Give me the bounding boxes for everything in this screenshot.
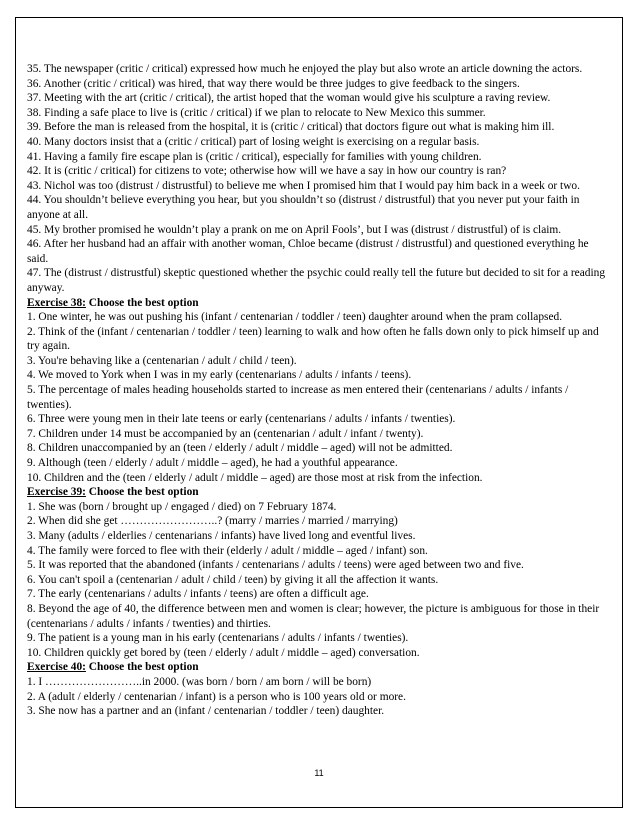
exercise-item: 7. The early (centenarians / adults / infants / teens) are often a difficult age. — [27, 588, 369, 601]
exercise-40-heading — [27, 660, 612, 675]
exercise-item: 8. Children unaccompanied by an (teen / elderly / adult / middle – aged) will not be admitted. — [27, 442, 453, 455]
exercise-item: 3. She now has a partner and an (infant / centenarian / toddler / teen) daughter. — [27, 705, 385, 718]
exercise-39-label: Exercise 39: — [27, 486, 86, 499]
exercise-item: 42. It is (critic / critical) for citizens to vote; otherwise how will we have a say in how our country is ran? — [27, 165, 507, 178]
exercise-item: 37. Meeting with the art (critic / critical), the artist hoped that the woman would give his sculpture a raving review. — [27, 92, 551, 105]
exercise-item: 6. You can't spoil a (centenarian / adult / child / teen) by giving it all the affection it wants. — [27, 573, 439, 586]
exercise-item: 10. Children quickly get bored by (teen / elderly / adult / middle – aged) conversation. — [27, 646, 420, 659]
page-number: 11 — [314, 768, 324, 778]
exercise-item: 46. After her husband had an affair with another woman, Chloe became (distrust / distrustful) and questioned everything he said. — [27, 238, 589, 265]
exercise-item: 8. Beyond the age of 40, the difference between men and women is clear; however, the picture is ambiguous for those in their (centenarians / adults / infants / twenties) and thirties. — [27, 602, 600, 630]
exercise-item: 35. The newspaper (critic / critical) expressed how much he enjoyed the play but also wrote an article downing the actors. — [27, 63, 583, 75]
exercise-item: 7. Children under 14 must be accompanied by an (centenarian / adult / infant / twenty). — [27, 427, 424, 440]
exercise-item: 1. She was (born / brought up / engaged / died) on 7 February 1874. — [27, 500, 337, 513]
exercise-39-title: Choose the best option — [85, 486, 199, 499]
exercise-item: 5. The percentage of males heading households started to increase as men entered their (centenarians / adults / infants / twenties). — [27, 384, 569, 411]
exercise-item: 2. A (adult / elderly / centenarian / infant) is a person who is 100 years old or more. — [27, 690, 406, 703]
exercise-item: 45. My brother promised he wouldn’t play a prank on me on April Fools’, but I was (distrust / distrustful) of is claim. — [27, 223, 562, 236]
exercise-item: 9. Although (teen / elderly / adult / middle – aged), he had a youthful appearance. — [27, 457, 398, 470]
exercise-item: 47. The (distrust / distrustful) skeptic questioned whether the psychic could really tell the future but decided to sit for a reading anyway. — [27, 267, 606, 294]
exercise-item: 39. Before the man is released from the hospital, it is (critic / critical) that doctors figure out what is making him ill. — [27, 121, 555, 134]
exercise-item: 2. When did she get ……………………..? (marry / marries / married / marrying) — [27, 515, 398, 528]
exercise-item: 1. One winter, he was out pushing his (infant / centenarian / toddler / teen) daughter around when the pram collapsed. — [27, 311, 563, 324]
exercise-38-heading — [27, 296, 612, 311]
exercise-38-label: Exercise 38: — [27, 296, 86, 309]
exercise-item: 44. You shouldn’t believe everything you hear, but you shouldn’t so (distrust / distrustful) that you never put your faith in anyone at all. — [27, 194, 580, 221]
exercise-item: 6. Three were young men in their late teens or early (centenarians / adults / infants / twenties). — [27, 413, 456, 426]
exercise-item: 2. Think of the (infant / centenarian / toddler / teen) learning to walk and how often he falls down only to pick himself up and try again. — [27, 325, 599, 353]
document-body — [27, 62, 612, 719]
exercise-39-heading — [27, 485, 612, 500]
exercise-item: 3. Many (adults / elderlies / centenarians / infants) have lived long and eventful lives. — [27, 530, 416, 542]
exercise-item: 10. Children and the (teen / elderly / adult / middle – aged) are those most at risk from the infection. — [27, 471, 483, 484]
exercise-item: 3. You're behaving like a (centenarian / adult / child / teen). — [27, 354, 297, 367]
exercise-item: 38. Finding a safe place to live is (critic / critical) if we plan to relocate to New Mexico this summer. — [27, 106, 486, 119]
exercise-item: 4. The family were forced to flee with their (elderly / adult / middle – aged / infant) son. — [27, 544, 428, 557]
exercise-item: 1. I ……………………..in 2000. (was born / born / am born / will be born) — [27, 675, 372, 688]
exercise-40-label: Exercise 40: — [27, 661, 86, 674]
exercise-item: 5. It was reported that the abandoned (infants / centenarians / adults / teens) were aged between two and five. — [27, 559, 524, 572]
exercise-item: 9. The patient is a young man in his early (centenarians / adults / infants / twenties). — [27, 632, 409, 645]
exercise-40-title: Choose the best option — [85, 661, 199, 674]
exercise-item: 43. Nichol was too (distrust / distrustful) to believe me when I promised him that I would pay him back in a week or two. — [27, 179, 580, 192]
exercise-38-title: Choose the best option — [85, 296, 199, 309]
exercise-item: 36. Another (critic / critical) was hired, that way there would be three judges to give feedback to the singers. — [27, 77, 520, 90]
exercise-item: 40. Many doctors insist that a (critic / critical) part of losing weight is exercising on a regular basis. — [27, 135, 480, 148]
exercise-item: 41. Having a family fire escape plan is (critic / critical), especially for families with young children. — [27, 150, 482, 163]
exercise-item: 4. We moved to York when I was in my early (centenarians / adults / infants / teens). — [27, 369, 412, 382]
